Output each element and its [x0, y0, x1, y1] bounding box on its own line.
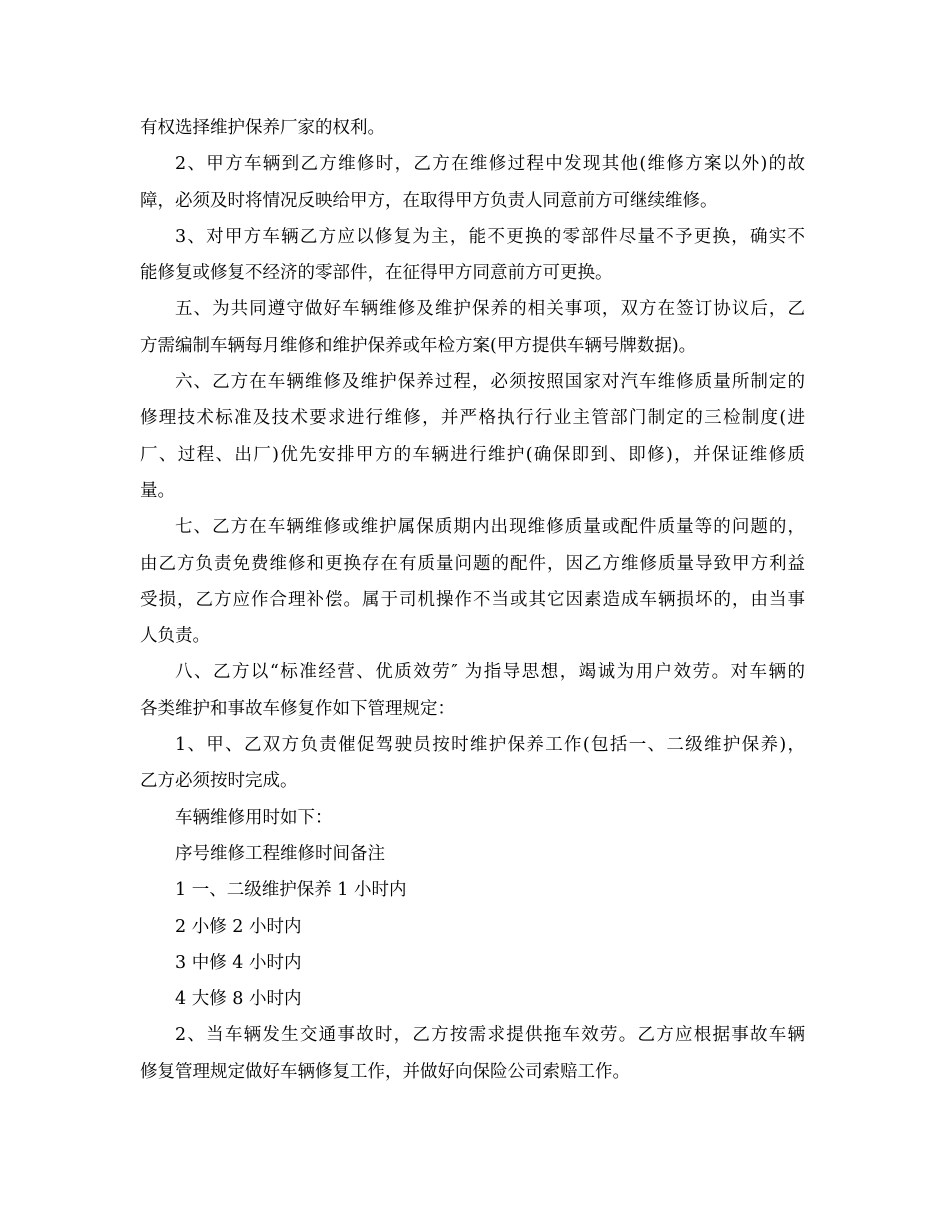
schedule-row: 2 小修 2 小时内 [175, 916, 302, 937]
paragraph-clause-3-repair-first [140, 219, 805, 292]
paragraph-maintenance-factory-right [140, 110, 805, 146]
document-page [140, 110, 805, 1090]
paragraph-section-5 [140, 291, 805, 364]
text-line: 2、甲方车辆到乙方维修时，乙方在维修过程中发现其他(维修方案以外)的故 [175, 154, 805, 175]
text-line: 厂、过程、出厂)优先安排甲方的车辆进行维护(确保即到、即修)，并保证维修质 [140, 444, 805, 465]
text-line: 各类维护和事故车修复作如下管理规定： [140, 698, 455, 719]
paragraph-clause-2-extra-faults [140, 146, 805, 219]
text-line: 1、甲、乙双方负责催促驾驶员按时维护保养工作(包括一、二级维护保养)， [175, 735, 805, 756]
text-line: 量。 [140, 480, 175, 501]
text-line: 修复管理规定做好车辆修复工作，并做好向保险公司索赔工作。 [140, 1061, 630, 1082]
paragraph-section-8 [140, 654, 805, 727]
paragraph-section-6 [140, 364, 805, 509]
text-line: 方需编制车辆每月维修和维护保养或年检方案(甲方提供车辆号牌数据)。 [140, 335, 697, 356]
text-line: 七、乙方在车辆维修或维护属保质期内出现维修质量或配件质量等的问题的， [175, 517, 805, 538]
repair-time-schedule [140, 800, 805, 1018]
text-line: 由乙方负责免费维修和更换存在有质量问题的配件，因乙方维修质量导致甲方利益 [140, 553, 805, 574]
text-line: 修理技术标准及技术要求进行维修，并严格执行行业主管部门制定的三检制度(进 [140, 408, 805, 429]
text-line: 受损，乙方应作合理补偿。属于司机操作不当或其它因素造成车辆损坏的，由当事 [140, 589, 805, 610]
schedule-row: 4 大修 8 小时内 [175, 989, 302, 1010]
schedule-row: 1 一、二级维护保养 1 小时内 [175, 880, 407, 901]
text-line: 乙方必须按时完成。 [140, 771, 298, 792]
paragraph-clause-2-traffic-accident [140, 1017, 805, 1090]
schedule-header: 序号维修工程维修时间备注 [175, 843, 385, 864]
schedule-intro: 车辆维修用时如下： [175, 807, 333, 828]
text-line: 障，必须及时将情况反映给甲方，在取得甲方负责人同意前方可继续维修。 [140, 190, 718, 211]
paragraph-section-7 [140, 509, 805, 654]
text-line: 六、乙方在车辆维修及维护保养过程，必须按照国家对汽车维修质量所制定的 [175, 372, 805, 393]
text-line: 2、当车辆发生交通事故时，乙方按需求提供拖车效劳。乙方应根据事故车辆 [175, 1025, 805, 1046]
text-line: 八、乙方以“标准经营、优质效劳″ 为指导思想，竭诚为用户效劳。对车辆的 [175, 662, 805, 683]
paragraph-clause-1-scheduled-maintenance [140, 727, 805, 800]
schedule-row: 3 中修 4 小时内 [175, 952, 302, 973]
text-line: 3、对甲方车辆乙方应以修复为主，能不更换的零部件尽量不予更换，确实不 [175, 226, 805, 247]
text-line: 人负责。 [140, 626, 210, 647]
text-line: 能修复或修复不经济的零部件，在征得甲方同意前方可更换。 [140, 263, 613, 284]
text-line: 五、为共同遵守做好车辆维修及维护保养的相关事项，双方在签订协议后，乙 [175, 299, 805, 320]
text-line: 有权选择维护保养厂家的权利。 [140, 118, 385, 138]
